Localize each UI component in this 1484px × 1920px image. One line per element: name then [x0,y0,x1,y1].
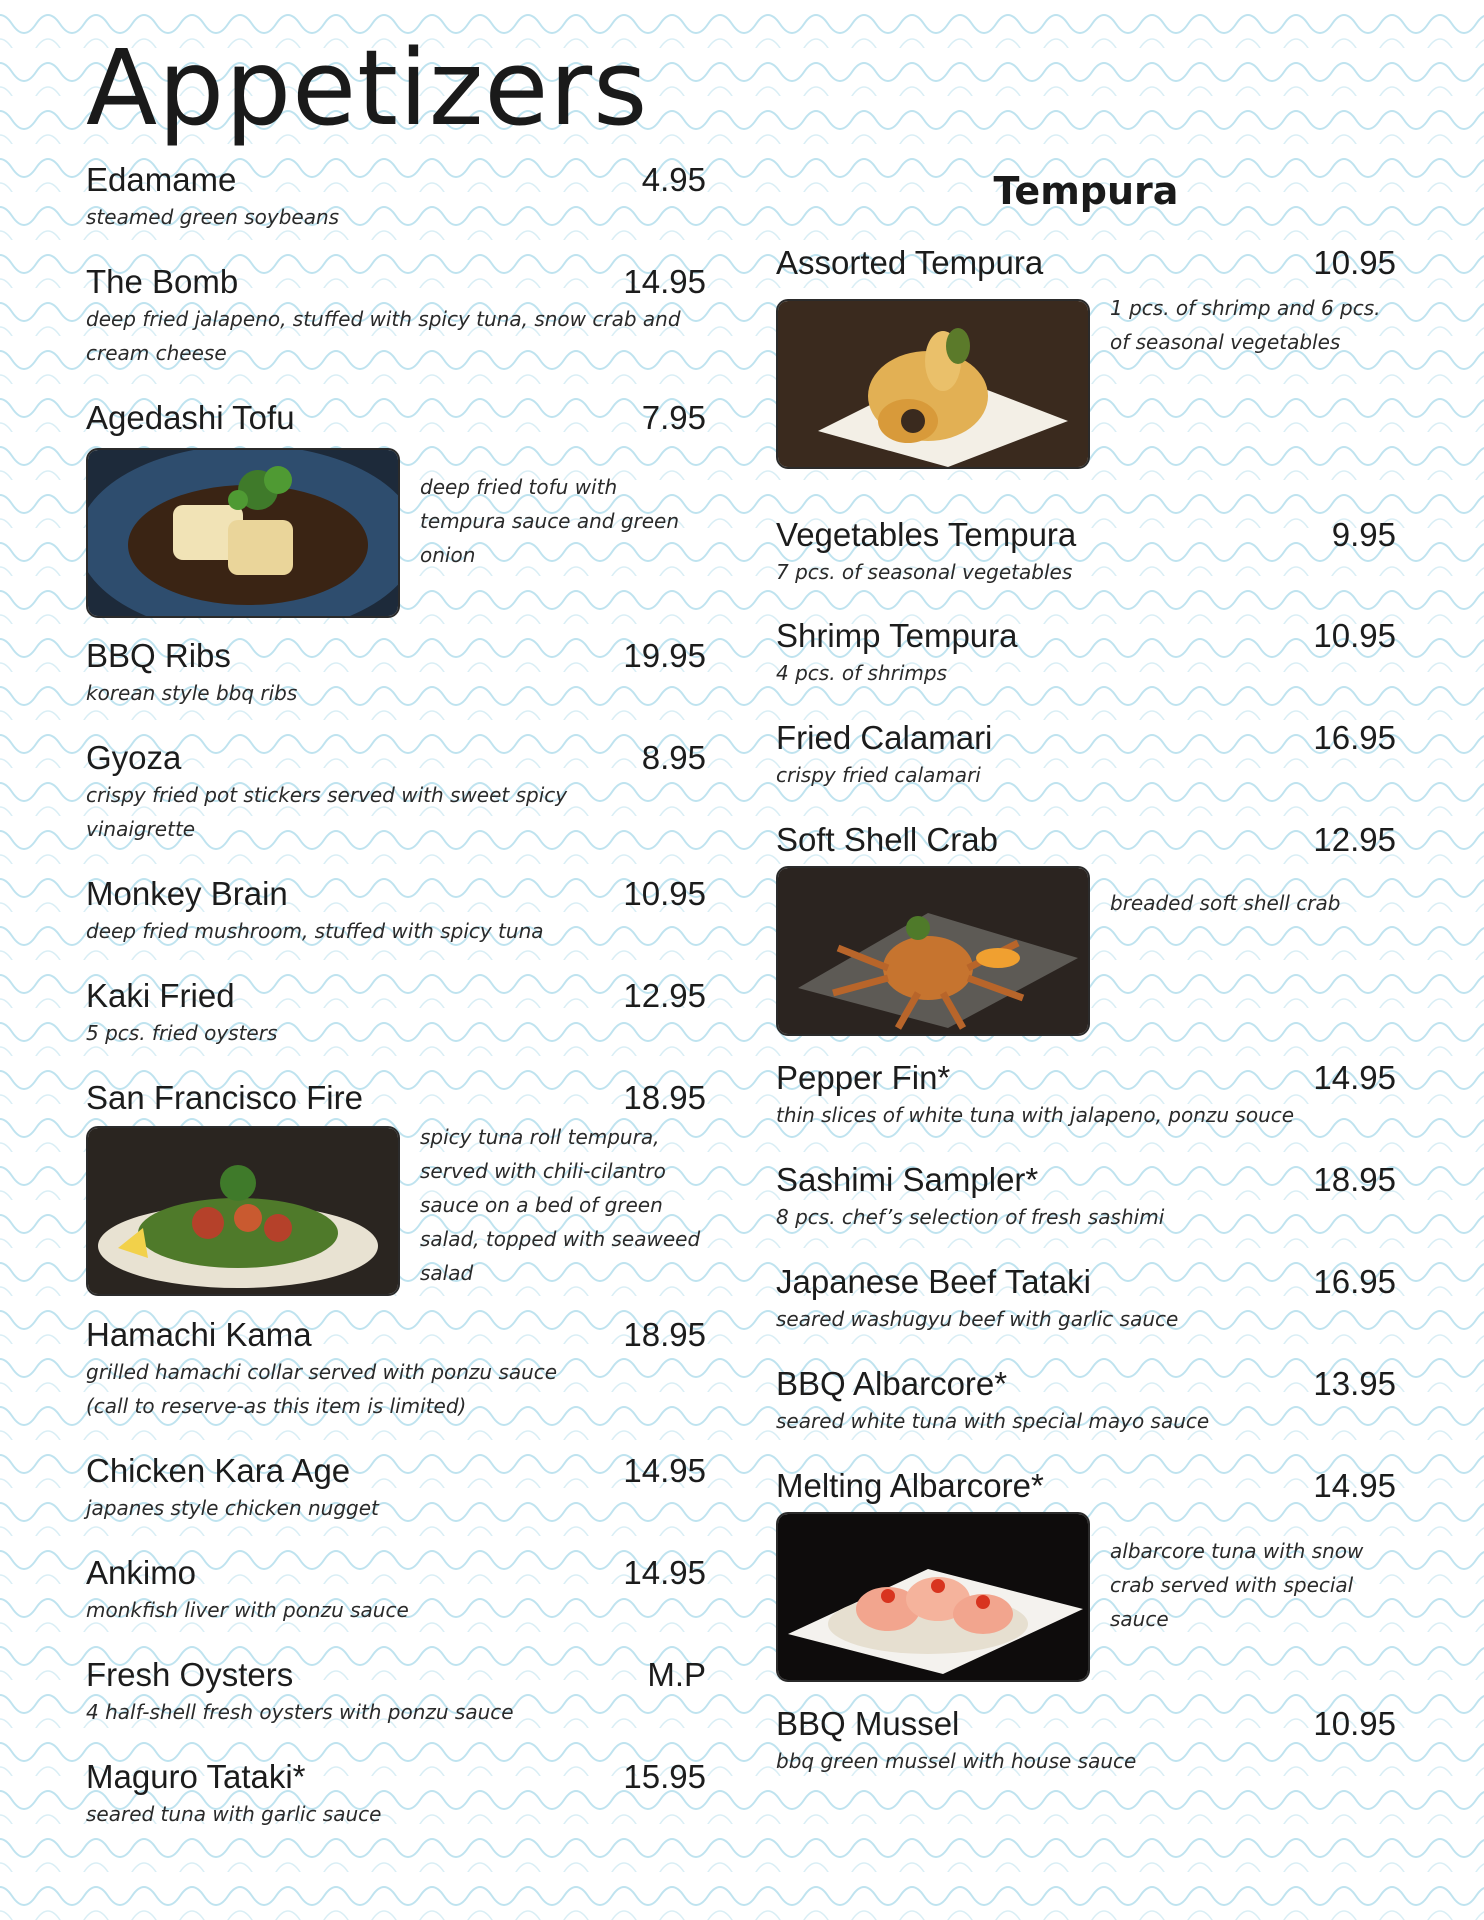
menu-item [776,1058,1396,1132]
item-description: bbq green mussel with house sauce [776,1749,1137,1773]
item-name: Melting Albarcore* [776,1467,1044,1504]
item-price: 18.95 [623,1316,706,1353]
item-description: 4 pcs. of shrimps [776,661,948,685]
menu-item [86,1315,706,1423]
san-francisco-fire-photo [86,1126,400,1296]
item-name: Soft Shell Crab [776,821,998,858]
item-description: crispy fried pot stickers served with sweet spicy vinaigrette [86,783,568,841]
item-description: crispy fried calamari [776,763,981,787]
item-price: 8.95 [641,739,706,776]
item-price: 16.95 [1313,719,1396,756]
item-price: 12.95 [1313,821,1396,858]
item-description: albarcore tuna with snow crab served with special sauce [1110,1539,1364,1631]
item-name: Pepper Fin* [776,1059,951,1096]
item-description: grilled hamachi collar served with ponzu sauce (call to reserve-as this item is limited) [86,1360,558,1418]
item-description: seared tuna with garlic sauce [86,1802,382,1826]
item-price: 4.95 [641,161,706,198]
item-price: 15.95 [623,1758,706,1795]
item-name: Ankimo [86,1554,197,1591]
menu-item [776,820,1396,1036]
item-price: 9.95 [1331,516,1396,553]
item-name: Hamachi Kama [86,1316,312,1353]
menu-item [776,1160,1396,1234]
item-name: Sashimi Sampler* [776,1161,1039,1198]
section-title-tempura: Tempura [993,169,1179,213]
item-description: 5 pcs. fried oysters [86,1021,278,1045]
item-description: 4 half-shell fresh oysters with ponzu sauce [86,1700,514,1724]
item-description: seared white tuna with special mayo sauce [776,1409,1210,1433]
item-name: Fresh Oysters [86,1656,294,1693]
menu-item [86,398,706,618]
item-description: japanes style chicken nugget [86,1496,379,1520]
item-name: The Bomb [86,263,239,300]
item-price: 10.95 [1313,244,1396,281]
item-description: steamed green soybeans [86,205,340,229]
menu-item [86,976,706,1050]
item-description: deep fried mushroom, stuffed with spicy tuna [86,919,544,943]
item-name: San Francisco Fire [86,1079,363,1116]
page-title: Appetizers [86,27,649,149]
item-price: 13.95 [1313,1365,1396,1402]
item-description: korean style bbq ribs [86,681,298,705]
item-description: breaded soft shell crab [1110,891,1341,915]
item-description: spicy tuna roll tempura, served with chili-cilantro sauce on a bed of green salad, topped with seaweed salad [420,1125,701,1285]
item-price: M.P [647,1656,706,1693]
item-description: monkfish liver with ponzu sauce [86,1598,409,1622]
item-name: Edamame [86,161,237,198]
item-price: 10.95 [1313,1705,1396,1742]
menu-item [86,1655,706,1729]
item-description: deep fried tofu with tempura sauce and green onion [420,475,680,567]
item-price: 14.95 [623,1452,706,1489]
menu-item [86,160,706,234]
item-price: 18.95 [623,1079,706,1116]
item-description: 1 pcs. of shrimp and 6 pcs. of seasonal vegetables [1110,296,1381,354]
item-name: Agedashi Tofu [86,399,295,436]
soft-shell-crab-photo [776,866,1090,1036]
item-name: Maguro Tataki* [86,1758,306,1795]
item-price: 19.95 [623,637,706,674]
item-name: Fried Calamari [776,719,993,756]
menu-item [776,616,1396,690]
menu-item [86,1451,706,1525]
item-name: Kaki Fried [86,977,235,1014]
menu-item [776,1364,1396,1438]
item-name: Vegetables Tempura [776,516,1077,553]
item-description: deep fried jalapeno, stuffed with spicy tuna, snow crab and cream cheese [86,307,681,365]
item-price: 16.95 [1313,1263,1396,1300]
item-description: thin slices of white tuna with jalapeno, ponzu souce [776,1103,1295,1127]
menu-item [86,262,706,370]
item-name: Shrimp Tempura [776,617,1018,654]
assorted-tempura-photo [776,299,1090,469]
item-price: 18.95 [1313,1161,1396,1198]
item-name: Japanese Beef Tataki [776,1263,1091,1300]
item-name: Assorted Tempura [776,244,1044,281]
melting-albarcore-photo [776,1512,1090,1682]
menu-item [776,243,1396,469]
menu-item [86,738,706,846]
item-price: 14.95 [1313,1467,1396,1504]
item-description: 7 pcs. of seasonal vegetables [776,560,1073,584]
menu-item [86,874,706,948]
item-price: 14.95 [623,263,706,300]
menu-item [86,1078,706,1296]
item-name: BBQ Ribs [86,637,231,674]
menu-item [86,636,706,710]
item-name: BBQ Mussel [776,1705,960,1742]
item-price: 10.95 [1313,617,1396,654]
item-description: 8 pcs. chef’s selection of fresh sashimi [776,1205,1165,1229]
item-price: 12.95 [623,977,706,1014]
item-price: 14.95 [623,1554,706,1591]
item-price: 10.95 [623,875,706,912]
menu-item [86,1757,706,1831]
menu-item [776,1704,1396,1778]
menu-item [776,1262,1396,1336]
item-description: seared washugyu beef with garlic sauce [776,1307,1179,1331]
item-price: 7.95 [641,399,706,436]
menu-item [776,718,1396,792]
menu-item [86,1553,706,1627]
item-name: Gyoza [86,739,182,776]
item-name: Chicken Kara Age [86,1452,351,1489]
menu-item [776,1466,1396,1682]
menu-item [776,515,1396,589]
item-name: Monkey Brain [86,875,288,912]
item-name: BBQ Albarcore* [776,1365,1008,1402]
agedashi-tofu-photo [86,448,400,618]
item-price: 14.95 [1313,1059,1396,1096]
